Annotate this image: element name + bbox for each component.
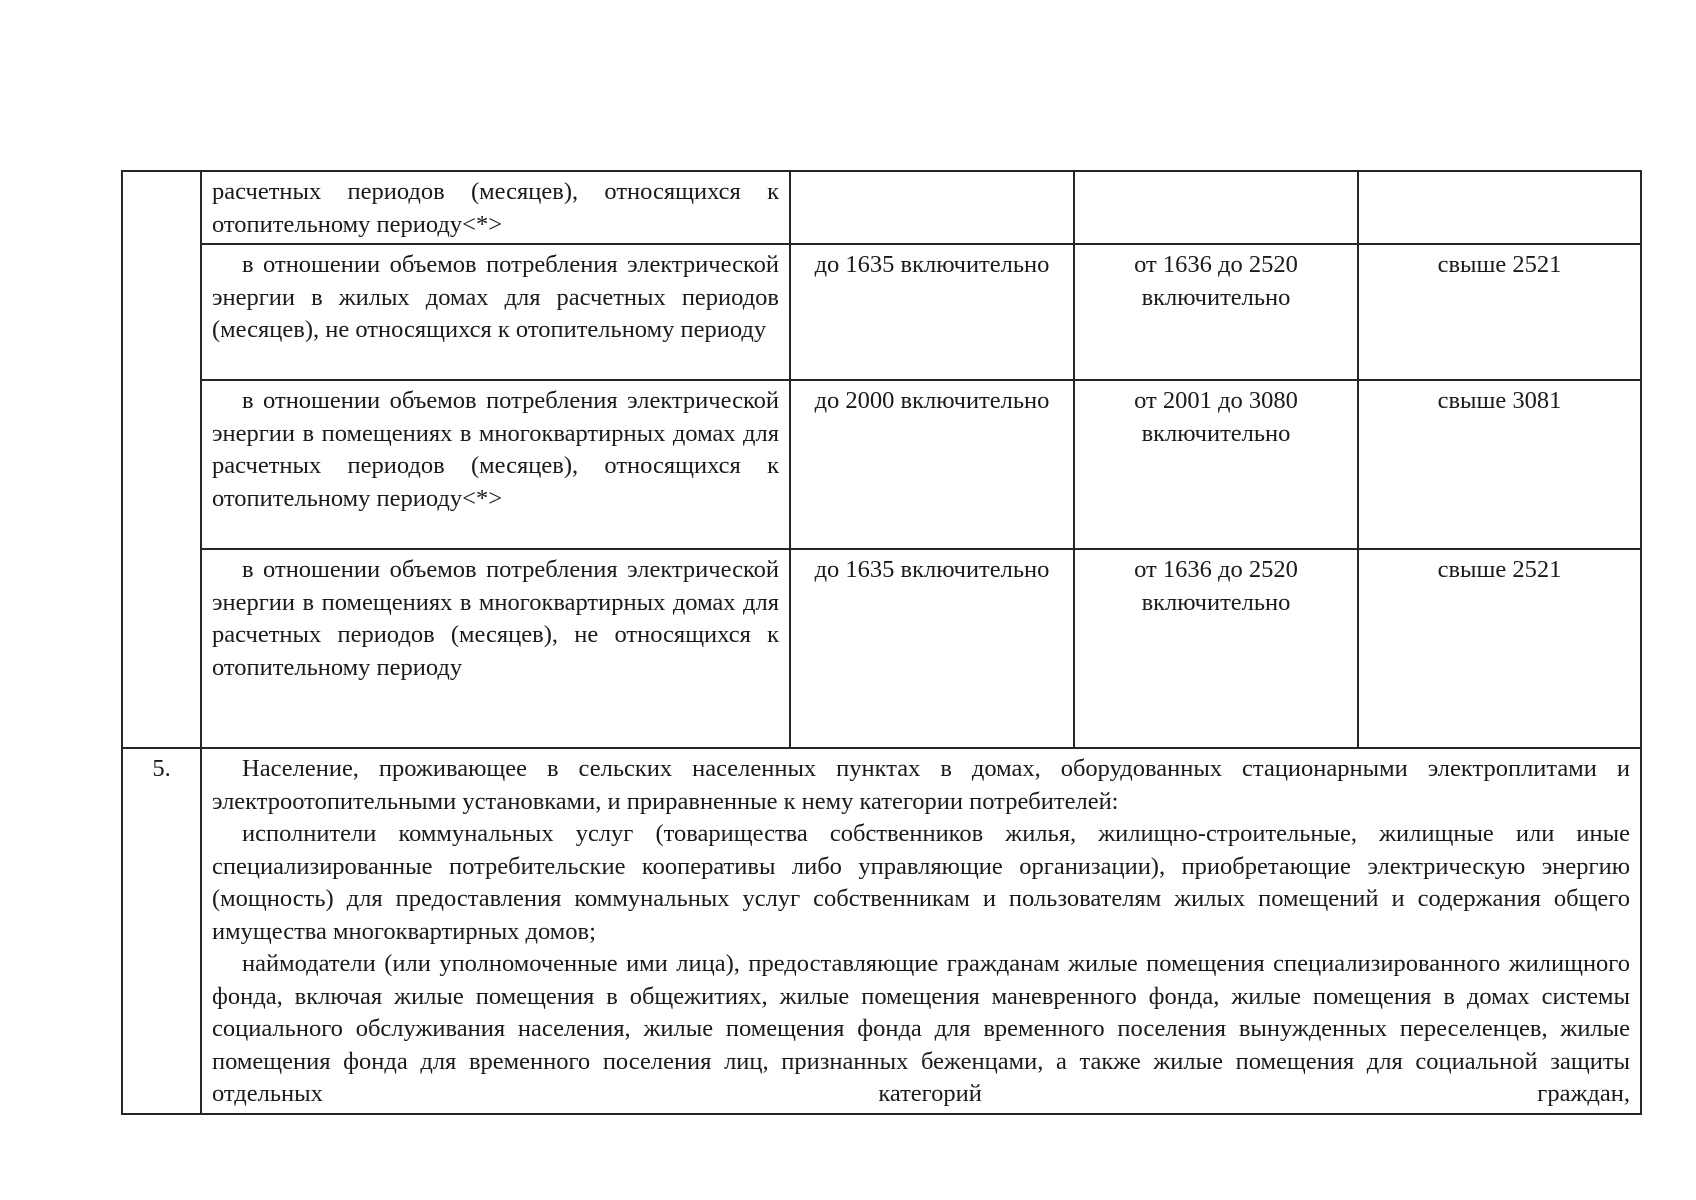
section-paragraph: Население, проживающее в сельских населенных пунктах в домах, оборудованных стационарными электроплитами и электроотопительными установками, и приравненные к нему категории потребителей: xyxy=(212,755,1630,815)
row-number: 5. xyxy=(152,755,171,782)
range-high: свыше 2521 xyxy=(1437,251,1562,278)
section-text-cell xyxy=(201,748,1641,1114)
table-row xyxy=(122,244,1641,380)
description-cell xyxy=(201,171,790,244)
range-mid: от 1636 до 2520 включительно xyxy=(1134,556,1298,616)
value-cell-mid xyxy=(1074,380,1358,549)
range-mid xyxy=(1075,172,1357,178)
row-description: в отношении объемов потребления электрической энергии в помещениях в многоквартирных домах для расчетных периодов (месяцев), не относящихся к отопительному периоду xyxy=(212,556,779,681)
value-cell-high xyxy=(1358,380,1641,549)
range-high: свыше 2521 xyxy=(1437,556,1562,583)
value-cell-high xyxy=(1358,244,1641,380)
value-cell-high xyxy=(1358,171,1641,244)
value-cell-low xyxy=(790,380,1074,549)
value-cell-low xyxy=(790,244,1074,380)
range-low: до 1635 включительно xyxy=(814,556,1050,583)
description-cell xyxy=(201,380,790,549)
section-paragraph: наймодатели (или уполномоченные ими лица), предоставляющие гражданам жилые помещения специализированного жилищного фонда, включая жилые помещения в общежитиях, жилые помещения маневренного фонда, жилые помещения в домах системы социального обслуживания населения, жилые помещения фонда для временного поселения вынужденных переселенцев, жилые помещения фонда для временного поселения лиц, признанных беженцами, а также жилые помещения для социальной защиты отдельных категорий граждан, xyxy=(212,950,1630,1107)
range-mid: от 2001 до 3080 включительно xyxy=(1134,387,1298,447)
table-row xyxy=(122,171,1641,244)
description-cell xyxy=(201,244,790,380)
value-cell-high xyxy=(1358,549,1641,748)
range-low: до 1635 включительно xyxy=(814,251,1050,278)
table-row xyxy=(122,549,1641,748)
value-cell-mid xyxy=(1074,171,1358,244)
section-paragraph: исполнители коммунальных услуг (товарищества собственников жилья, жилищно-строительные, жилищные или иные специализированные потребительские кооперативы либо управляющие организации), приобретающие электрическую энергию (мощность) для предоставления коммунальных услуг собственникам и пользователям жилых помещений и содержания общего имущества многоквартирных домов; xyxy=(212,820,1630,945)
row-description: в отношении объемов потребления электрической энергии в жилых домах для расчетных периодов (месяцев), не относящихся к отопительному периоду xyxy=(212,251,779,343)
section-text xyxy=(202,749,1640,1113)
range-high xyxy=(1359,172,1640,178)
row-number-cell xyxy=(122,748,201,1114)
value-cell-mid xyxy=(1074,549,1358,748)
tariff-table xyxy=(121,170,1642,1115)
value-cell-mid xyxy=(1074,244,1358,380)
row-description: расчетных периодов (месяцев), относящихся к отопительному периоду<*> xyxy=(212,178,779,238)
row-number-cell xyxy=(122,171,201,748)
range-mid: от 1636 до 2520 включительно xyxy=(1134,251,1298,311)
range-low: до 2000 включительно xyxy=(814,387,1050,414)
description-cell xyxy=(201,549,790,748)
value-cell-low xyxy=(790,171,1074,244)
range-high: свыше 3081 xyxy=(1437,387,1562,414)
table-row xyxy=(122,380,1641,549)
row-description: в отношении объемов потребления электрической энергии в помещениях в многоквартирных домах для расчетных периодов (месяцев), относящихся к отопительному периоду<*> xyxy=(212,387,779,512)
range-low xyxy=(791,172,1073,178)
value-cell-low xyxy=(790,549,1074,748)
table-row-section-5 xyxy=(122,748,1641,1114)
